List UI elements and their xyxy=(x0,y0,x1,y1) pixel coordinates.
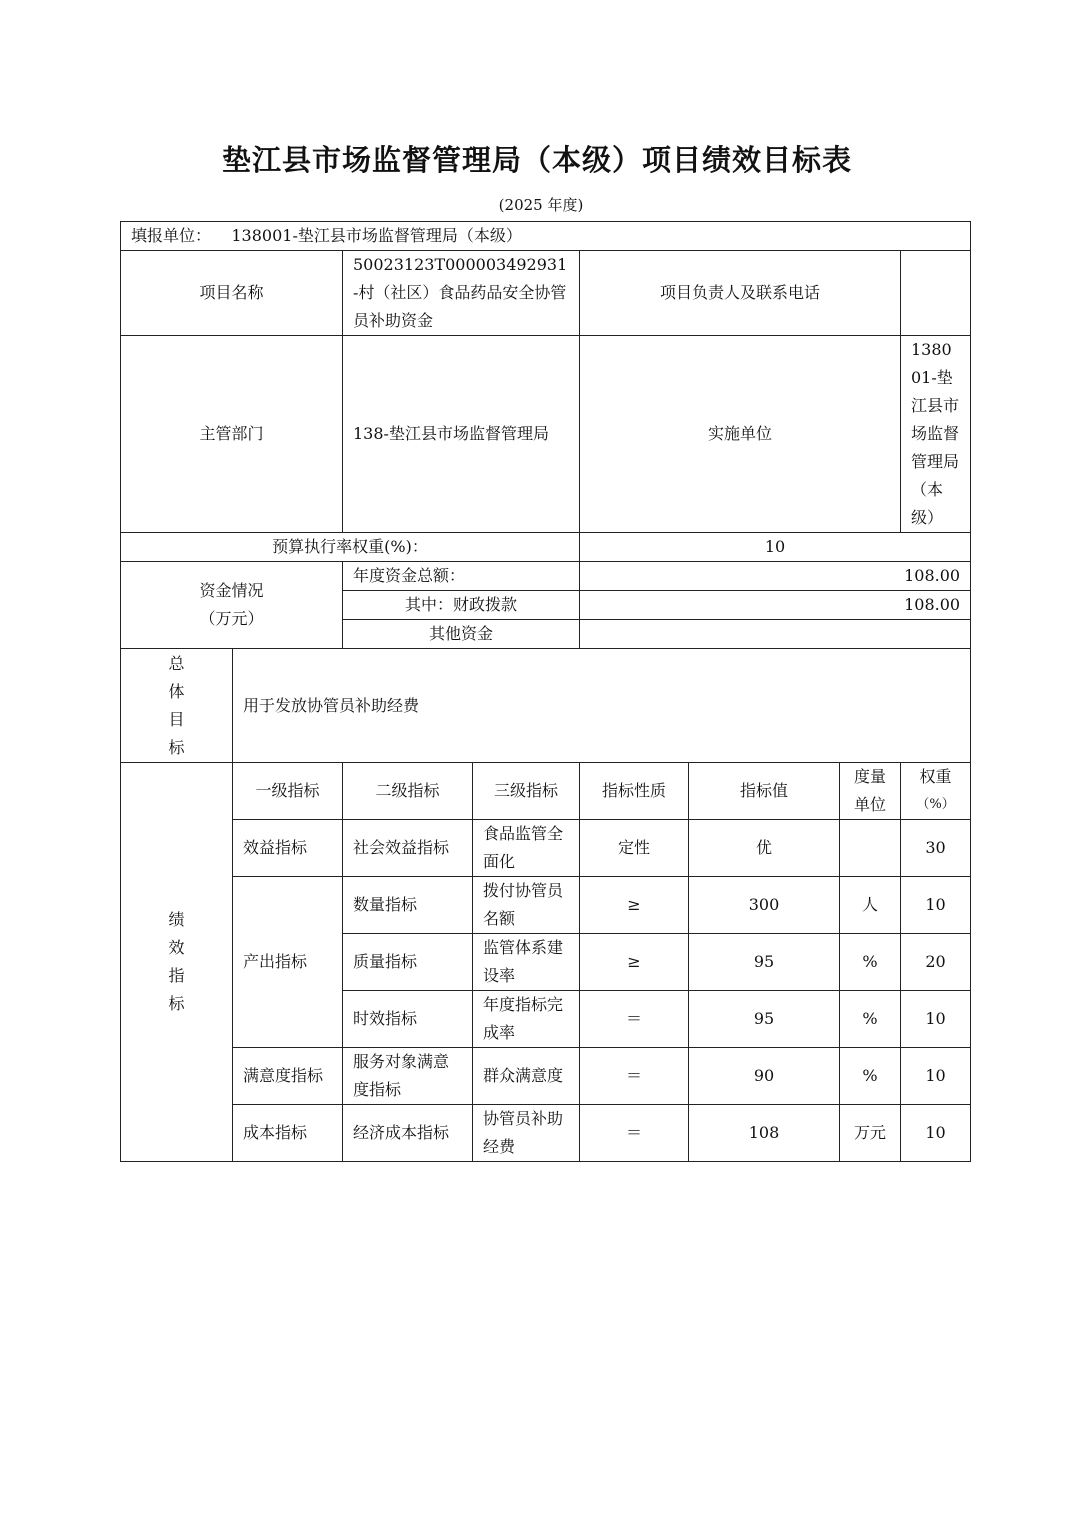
budget-rate-label: 预算执行率权重(%)： xyxy=(121,533,580,562)
funds-other-value xyxy=(580,620,971,649)
header-weight-line2: （%） xyxy=(916,797,955,812)
filler-value: 138001-垫江县市场监督管理局（本级） xyxy=(231,226,522,245)
row-weight: 10 xyxy=(901,1048,971,1105)
row-level2: 服务对象满意度指标 xyxy=(343,1048,473,1105)
row-nature: ≥ xyxy=(580,934,689,991)
overall-goal-label xyxy=(121,649,233,763)
row-level2: 时效指标 xyxy=(343,991,473,1048)
indicators-label-char: 绩 xyxy=(168,910,185,929)
row-unit: % xyxy=(840,1048,901,1105)
row-weight: 10 xyxy=(901,991,971,1048)
table-row xyxy=(121,1105,971,1162)
funds-other-label: 其他资金 xyxy=(343,620,580,649)
row-level3: 监管体系建设率 xyxy=(473,934,580,991)
header-level3: 三级指标 xyxy=(473,763,580,820)
row-unit xyxy=(840,820,901,877)
budget-rate-row xyxy=(121,533,971,562)
indicator-header-row xyxy=(121,763,971,820)
row-value: 优 xyxy=(689,820,840,877)
row-nature: ＝ xyxy=(580,991,689,1048)
year-subtitle: (2025 年度) xyxy=(498,196,584,214)
row-unit: % xyxy=(840,934,901,991)
table-row xyxy=(121,820,971,877)
indicators-label-char: 效 xyxy=(168,938,185,957)
row-level1: 产出指标 xyxy=(233,877,343,1048)
row-value: 108 xyxy=(689,1105,840,1162)
row-value: 300 xyxy=(689,877,840,934)
row-weight: 20 xyxy=(901,934,971,991)
row-level2: 社会效益指标 xyxy=(343,820,473,877)
funds-fiscal-label: 其中：财政拨款 xyxy=(343,591,580,620)
funds-label-line2: （万元） xyxy=(199,609,264,628)
header-unit xyxy=(840,763,901,820)
indicators-label-char: 指 xyxy=(168,966,185,985)
contact-label: 项目负责人及联系电话 xyxy=(580,251,901,336)
page-title: 垫江县市场监督管理局（本级）项目绩效目标表 xyxy=(221,143,852,177)
funds-label-line1: 资金情况 xyxy=(199,581,264,600)
overall-label-char: 目 xyxy=(168,709,185,729)
row-nature: ≥ xyxy=(580,877,689,934)
funds-total-value: 108.00 xyxy=(580,562,971,591)
project-name-value: 50023123T000003492931-村（社区）食品药品安全协管员补助资金 xyxy=(343,251,580,336)
row-level3: 协管员补助经费 xyxy=(473,1105,580,1162)
row-level3: 年度指标完成率 xyxy=(473,991,580,1048)
funds-label xyxy=(121,562,343,649)
row-level2: 质量指标 xyxy=(343,934,473,991)
row-level2: 数量指标 xyxy=(343,877,473,934)
performance-target-table xyxy=(120,221,971,1162)
row-weight: 30 xyxy=(901,820,971,877)
overall-label-char: 标 xyxy=(168,737,185,757)
filler-label: 填报单位： xyxy=(131,226,212,245)
filler-row xyxy=(121,222,971,251)
overall-goal-text: 用于发放协管员补助经费 xyxy=(233,649,971,763)
row-level3: 群众满意度 xyxy=(473,1048,580,1105)
overall-label-char: 总 xyxy=(168,653,185,673)
row-level1: 效益指标 xyxy=(233,820,343,877)
project-name-row xyxy=(121,251,971,336)
row-level1: 满意度指标 xyxy=(233,1048,343,1105)
overall-goal-row xyxy=(121,649,971,763)
budget-rate-value: 10 xyxy=(580,533,971,562)
row-nature: 定性 xyxy=(580,820,689,877)
header-unit-line2: 单位 xyxy=(853,795,886,814)
row-weight: 10 xyxy=(901,1105,971,1162)
contact-value xyxy=(901,251,971,336)
indicators-label-char: 标 xyxy=(168,994,185,1013)
dept-label: 主管部门 xyxy=(121,336,343,533)
header-weight-line1: 权重 xyxy=(919,767,952,786)
row-level3: 拨付协管员名额 xyxy=(473,877,580,934)
row-nature: ＝ xyxy=(580,1048,689,1105)
impl-label: 实施单位 xyxy=(580,336,901,533)
row-nature: ＝ xyxy=(580,1105,689,1162)
row-unit: 人 xyxy=(840,877,901,934)
indicators-label xyxy=(121,763,233,1162)
header-level1: 一级指标 xyxy=(233,763,343,820)
row-level1: 成本指标 xyxy=(233,1105,343,1162)
funds-total-row xyxy=(121,562,971,591)
impl-value: 138001-垫江县市场监督管理局（本级） xyxy=(901,336,971,533)
table-row xyxy=(121,1048,971,1105)
header-weight xyxy=(901,763,971,820)
row-level2: 经济成本指标 xyxy=(343,1105,473,1162)
filler-cell xyxy=(121,222,971,251)
dept-value: 138-垫江县市场监督管理局 xyxy=(343,336,580,533)
funds-total-label: 年度资金总额： xyxy=(343,562,580,591)
row-weight: 10 xyxy=(901,877,971,934)
row-value: 90 xyxy=(689,1048,840,1105)
row-unit: 万元 xyxy=(840,1105,901,1162)
header-unit-line1: 度量 xyxy=(853,767,886,786)
funds-fiscal-value: 108.00 xyxy=(580,591,971,620)
table-row xyxy=(121,877,971,934)
row-value: 95 xyxy=(689,934,840,991)
row-unit: % xyxy=(840,991,901,1048)
row-value: 95 xyxy=(689,991,840,1048)
department-row xyxy=(121,336,971,533)
header-level2: 二级指标 xyxy=(343,763,473,820)
project-name-label: 项目名称 xyxy=(121,251,343,336)
overall-label-char: 体 xyxy=(168,681,185,701)
header-nature: 指标性质 xyxy=(580,763,689,820)
header-value: 指标值 xyxy=(689,763,840,820)
row-level3: 食品监管全面化 xyxy=(473,820,580,877)
